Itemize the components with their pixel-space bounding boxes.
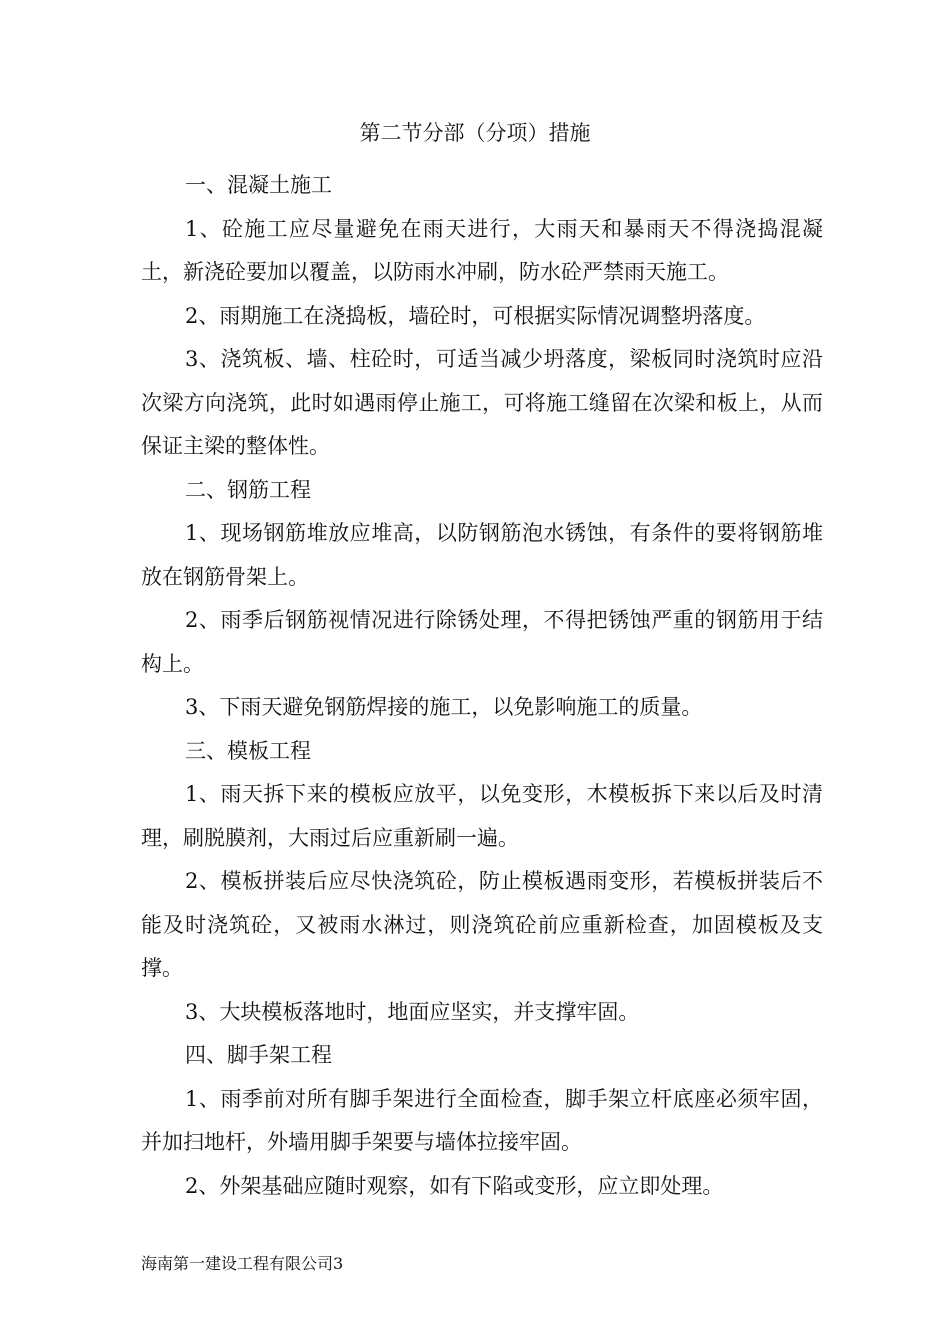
page-footer: 海南第一建设工程有限公司3 xyxy=(141,1254,344,1273)
section-heading-scaffolding: 四、脚手架工程 xyxy=(185,1043,332,1067)
paragraph: 2、外架基础应随时观察，如有下陷或变形，应立即处理。 xyxy=(185,1173,724,1198)
paragraph: 1、雨季前对所有脚手架进行全面检查，脚手架立杆底座必须牢固，并加扫地杆，外墙用脚手架要与墙体拉接牢固。 xyxy=(141,1086,823,1154)
paragraph: 1、雨天拆下来的模板应放平，以免变形，木模板拆下来以后及时清理，刷脱膜剂，大雨过后应重新刷一遍。 xyxy=(141,782,823,850)
paragraph: 2、模板拼装后应尽快浇筑砼，防止模板遇雨变形，若模板拼装后不能及时浇筑砼，又被雨水淋过，则浇筑砼前应重新检查，加固模板及支撑。 xyxy=(141,869,823,980)
section-heading-rebar: 二、钢筋工程 xyxy=(185,477,311,502)
paragraph: 3、浇筑板、墙、柱砼时，可适当减少坍落度，梁板同时浇筑时应沿次梁方向浇筑，此时如遇雨停止施工，可将施工缝留在次梁和板上，从而保证主梁的整体性。 xyxy=(141,347,823,458)
section-heading-concrete: 一、混凝土施工 xyxy=(185,173,332,197)
paragraph: 2、雨期施工在浇捣板，墙砼时，可根据实际情况调整坍落度。 xyxy=(185,303,766,328)
paragraph: 3、下雨天避免钢筋焊接的施工，以免影响施工的质量。 xyxy=(185,695,703,719)
paragraph: 3、大块模板落地时，地面应坚实，并支撑牢固。 xyxy=(185,999,640,1024)
document-body xyxy=(141,164,823,1208)
paragraph: 2、雨季后钢筋视情况进行除锈处理，不得把锈蚀严重的钢筋用于结构上。 xyxy=(141,608,823,676)
paragraph: 1、砼施工应尽量避免在雨天进行，大雨天和暴雨天不得浇捣混凝土，新浇砼要加以覆盖，以防雨水冲刷，防水砼严禁雨天施工。 xyxy=(141,216,823,284)
section-heading-formwork: 三、模板工程 xyxy=(185,738,311,763)
paragraph: 1、现场钢筋堆放应堆高，以防钢筋泡水锈蚀，有条件的要将钢筋堆放在钢筋骨架上。 xyxy=(141,521,823,589)
page-title: 第二节分部（分项）措施 xyxy=(359,121,591,145)
